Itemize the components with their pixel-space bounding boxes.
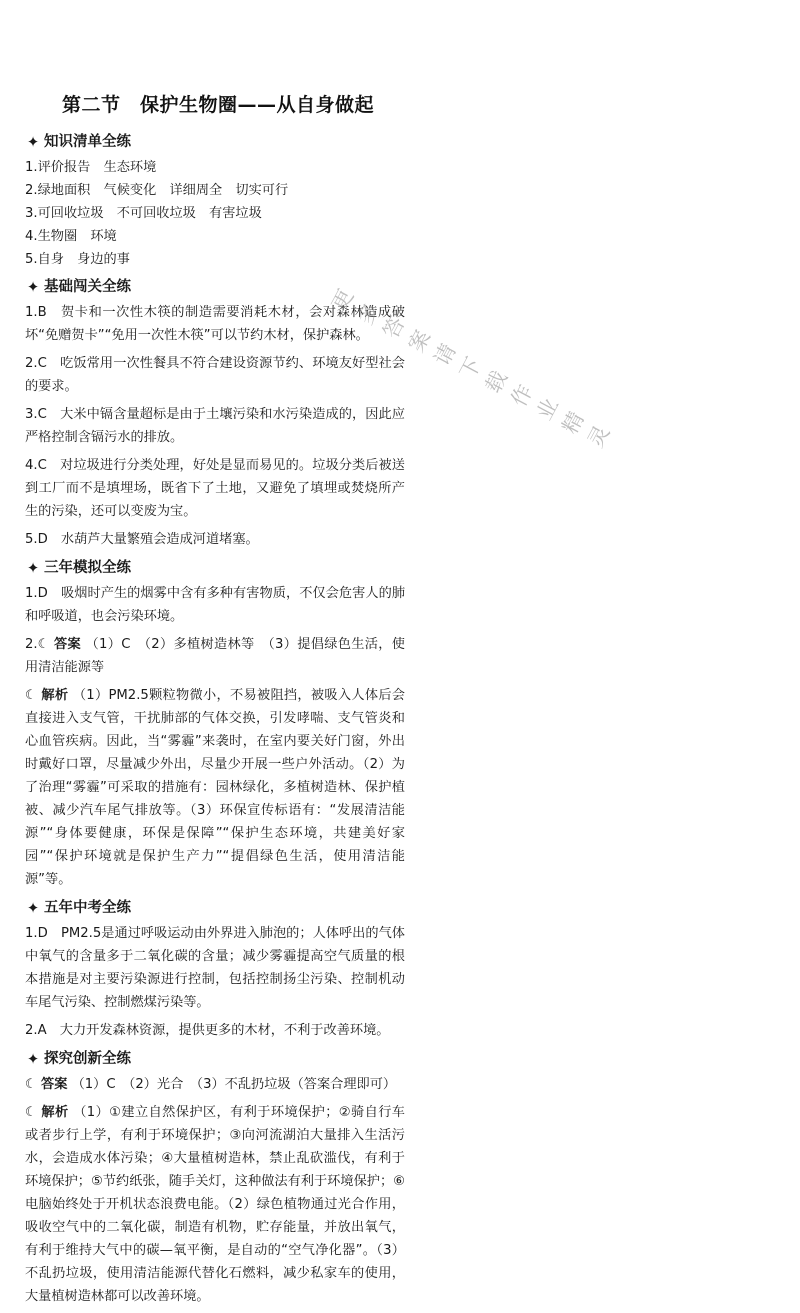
answer-label: 答案	[53, 637, 81, 652]
analysis-text: （1）①建立自然保护区，有利于环境保护；②骑自行车或者步行上学，有利于环境保护；③向河流湖泊大量排入生活污水，会造成水体污染；④大量植树造林，禁止乱砍滥伐，有利于环境保护；⑤节约纸张，随手关灯，这种做法有利于环境保护；⑥电脑始终处于开机状态浪费电能。（2）绿色植物通过光合作用，吸收空气中的二氧化碳，制造有机物，贮存能量，并放出氧气，有利于维持大气中的碳—氧平衡，是自动的“空气净化器”。（3）不乱扔垃圾，使用清洁能源代替化石燃料，减少私家车的使用，大量植树造林都可以改善环境。	[25, 1105, 405, 1304]
four-point-star-icon: ✦	[26, 277, 40, 296]
four-point-star-icon: ✦	[26, 558, 40, 577]
explore-answer	[25, 1073, 405, 1096]
knowledge-line: 5.自身 身边的事	[25, 252, 130, 267]
knowledge-line: 4.生物圈 环境	[25, 229, 117, 244]
section-heading-label: 基础闯关全练	[44, 278, 131, 295]
answer-text: （1）C （2）多植树造林等 （3）提倡绿色生活，使用清洁能源等	[25, 637, 405, 675]
five-year-item: 1.D PM2.5是通过呼吸运动由外界进入肺泡的；人体呼出的气体中氧气的含量多于二氧化碳的含量；减少雾霾提高空气质量的根本措施是对主要污染源进行控制，包括控制扬尘污染、控制机动车尾气污染、控制燃煤污染等。	[25, 926, 405, 1010]
basic-item: 4.C 对垃圾进行分类处理，好处是显而易见的。垃圾分类后被送到工厂而不是填埋场，既省下了土地，又避免了填埋或焚烧所产生的污染，还可以变废为宝。	[25, 458, 405, 519]
five-year-item: 2.A 大力开发森林资源，提供更多的木材，不利于改善环境。	[25, 1023, 390, 1038]
analysis-label: 解析	[41, 1105, 69, 1120]
section-heading-three-year	[25, 556, 405, 580]
section-heading-label: 探究创新全练	[44, 1050, 131, 1067]
section-heading-five-year	[25, 896, 405, 920]
four-point-star-icon: ✦	[26, 1049, 40, 1068]
basic-item: 5.D 水葫芦大量繁殖会造成河道堵塞。	[25, 532, 259, 547]
watermark-text: 更多答案请下载作业精灵	[326, 285, 620, 457]
section-heading-label: 知识清单全练	[44, 133, 131, 150]
explore-analysis	[25, 1101, 405, 1308]
four-point-star-icon: ✦	[26, 898, 40, 917]
knowledge-line: 3.可回收垃圾 不可回收垃圾 有害垃圾	[25, 206, 262, 221]
basic-item: 2.C 吃饭常用一次性餐具不符合建设资源节约、环境友好型社会的要求。	[25, 356, 405, 394]
three-year-item: 1.D 吸烟时产生的烟雾中含有多种有害物质，不仅会危害人的肺和呼吸道，也会污染环境。	[25, 586, 405, 624]
basic-item: 3.C 大米中镉含量超标是由于土壤污染和水污染造成的，因此应严格控制含镉污水的排放。	[25, 407, 405, 445]
answer-text: （1）C （2）光合 （3）不乱扔垃圾（答案合理即可）	[71, 1077, 397, 1092]
moon-icon: ☾	[25, 688, 37, 703]
three-year-analysis	[25, 684, 405, 891]
basic-item: 1.B 贺卡和一次性木筷的制造需要消耗木材，会对森林造成破坏“免赠贺卡”“免用一次性木筷”可以节约木材，保护森林。	[25, 305, 405, 343]
four-point-star-icon: ✦	[26, 132, 40, 151]
knowledge-line: 1.评价报告 生态环境	[25, 160, 157, 175]
section-heading-knowledge	[25, 130, 405, 154]
section-heading-label: 三年模拟全练	[44, 559, 131, 576]
item-number: 2.	[25, 637, 38, 652]
knowledge-line: 2.绿地面积 气候变化 详细周全 切实可行	[25, 183, 289, 198]
answer-label: 答案	[41, 1077, 68, 1092]
analysis-label: 解析	[41, 688, 69, 703]
analysis-text: （1）PM2.5颗粒物微小，不易被阻挡，被吸入人体后会直接进入支气管，干扰肺部的气体交换，引发哮喘、支气管炎和心血管疾病。因此，当“雾霾”来袭时，在室内要关好门窗，外出时戴好口罩，尽量减少外出，尽量少开展一些户外活动。（2）为了治理“雾霾”可采取的措施有：园林绿化，多植树造林、保护植被、减少汽车尾气排放等。（3）环保宣传标语有：“发展清洁能源”“身体要健康，环保是保障”“保护生态环境，共建美好家园”“保护环境就是保护生产力”“提倡绿色生活，使用清洁能源”等。	[25, 688, 405, 887]
three-year-answer	[25, 633, 405, 679]
moon-icon: ☾	[25, 1077, 37, 1092]
moon-icon: ☾	[25, 1105, 37, 1120]
page-title: 第二节 保护生物圈——从自身做起	[62, 94, 375, 116]
section-heading-explore	[25, 1047, 405, 1071]
moon-icon: ☾	[37, 637, 50, 652]
section-heading-label: 五年中考全练	[44, 899, 131, 916]
